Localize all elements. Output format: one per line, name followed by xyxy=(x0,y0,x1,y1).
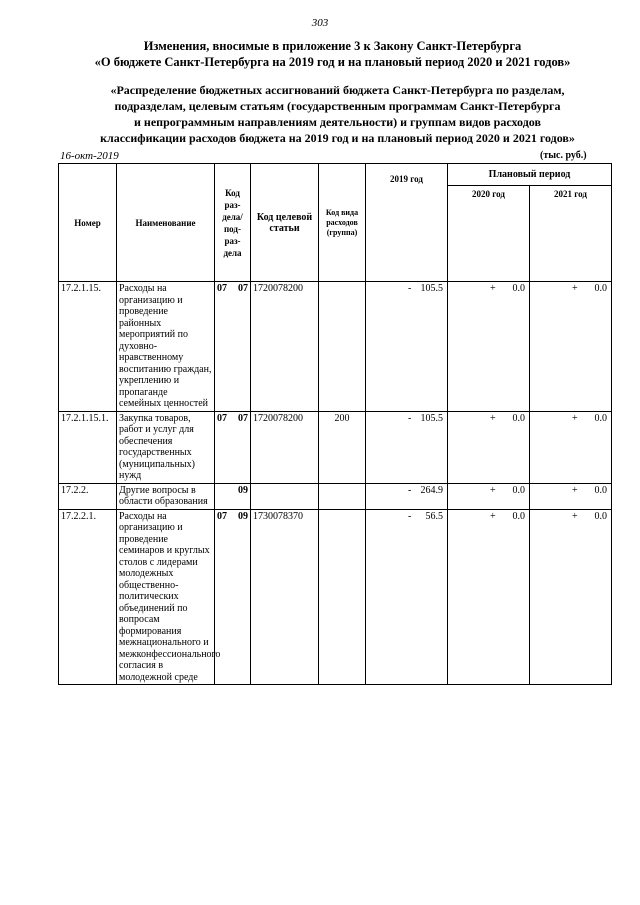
units-label: (тыс. руб.) xyxy=(540,150,587,161)
page-number: 303 xyxy=(311,17,329,29)
row-2019-value: 105.5 xyxy=(420,412,443,424)
row-number: 17.2.2.1. xyxy=(59,509,117,685)
row-target-code: 1720078200 xyxy=(251,411,319,483)
row-2021-sign: + xyxy=(572,283,578,294)
row-name: Закупка товаров, работ и услуг для обеспечения государственных (муниципальных) нужд xyxy=(117,411,215,483)
row-2020-value: 0.0 xyxy=(512,510,525,522)
row-2020-sign: + xyxy=(490,283,496,294)
header-planned-period: Плановый период xyxy=(448,164,612,186)
row-2021 xyxy=(530,483,612,509)
row-2020-value: 0.0 xyxy=(512,412,525,424)
document-date: 16-окт-2019 xyxy=(60,150,119,162)
table-row xyxy=(59,483,612,509)
subtitle-line-1: «Распределение бюджетных ассигнований бюджета Санкт-Петербурга по разделам, xyxy=(110,83,565,97)
row-target-code xyxy=(251,483,319,509)
subtitle-line-3: и непрограммным направлениям деятельности) и группам видов расходов xyxy=(134,115,541,129)
subtitle-line-4: классификации расходов бюджета на 2019 год и на плановый период 2020 и 2021 годов» xyxy=(100,131,575,145)
row-section: 07 xyxy=(215,411,232,483)
row-section: 07 xyxy=(215,509,232,685)
row-section xyxy=(215,483,232,509)
row-2020 xyxy=(448,509,530,685)
table-row xyxy=(59,509,612,685)
row-target-code: 1730078370 xyxy=(251,509,319,685)
row-2020-sign: + xyxy=(490,484,496,496)
row-number: 17.2.1.15.1. xyxy=(59,411,117,483)
header-expense-type: Код вида расходов (группа) xyxy=(319,164,366,282)
row-expense-type xyxy=(319,509,366,685)
row-subsection: 07 xyxy=(232,411,251,483)
row-2019 xyxy=(366,509,448,685)
row-2019 xyxy=(366,483,448,509)
table-subtitle xyxy=(50,82,625,146)
row-2019-sign: - xyxy=(408,510,412,522)
row-expense-type: 200 xyxy=(319,411,366,483)
row-target-code: 1720078200 xyxy=(251,282,319,412)
table-row xyxy=(59,282,612,412)
row-expense-type xyxy=(319,282,366,412)
row-number: 17.2.1.15. xyxy=(59,282,117,412)
header-name: Наименование xyxy=(117,164,215,282)
header-section-code: Код раз- дела/ под- раз- дела xyxy=(215,164,251,282)
row-2021 xyxy=(530,411,612,483)
row-2019 xyxy=(366,282,448,412)
row-2020-sign: + xyxy=(490,412,496,424)
row-2020-value: 0.0 xyxy=(512,484,525,496)
row-subsection: 09 xyxy=(232,483,251,509)
row-2021-value: 0.0 xyxy=(594,283,608,294)
header-target-code: Код целевой статьи xyxy=(251,164,319,282)
row-2019-value: 105.5 xyxy=(420,283,443,294)
row-2020 xyxy=(448,483,530,509)
row-2020 xyxy=(448,411,530,483)
header-2019: 2019 год xyxy=(366,164,448,282)
row-2020 xyxy=(448,282,530,412)
row-2021-value: 0.0 xyxy=(594,484,608,496)
row-2021-value: 0.0 xyxy=(594,510,608,522)
title-line-1: Изменения, вносимые в приложение 3 к Закону Санкт-Петербурга xyxy=(143,39,522,53)
row-subsection: 09 xyxy=(232,509,251,685)
row-2021-value: 0.0 xyxy=(594,412,608,424)
row-name: Расходы на организацию и проведение семинаров и круглых столов с лидерами молодежных общественно-политических объединений по вопросам формирования межнационального и межконфессионального согласия в молодежной среде xyxy=(117,509,215,685)
row-expense-type xyxy=(319,483,366,509)
row-2021-sign: + xyxy=(572,484,578,496)
budget-table xyxy=(58,163,612,685)
subtitle-line-2: подразделам, целевым статьям (государственным программам Санкт-Петербурга xyxy=(114,99,561,113)
header-2020: 2020 год xyxy=(448,186,530,282)
document-title xyxy=(40,38,625,70)
row-2019-sign: - xyxy=(408,412,412,424)
row-name: Расходы на организацию и проведение районных мероприятий по духовно-нравственному воспитанию граждан, укреплению и пропаганде семейных ценностей xyxy=(117,282,215,412)
row-2019-sign: - xyxy=(408,283,412,294)
row-2019-value: 56.5 xyxy=(425,510,443,522)
row-section: 07 xyxy=(215,282,232,412)
row-2020-sign: + xyxy=(490,510,496,522)
row-2019-value: 264.9 xyxy=(420,484,443,496)
table-row xyxy=(59,411,612,483)
header-2021: 2021 год xyxy=(530,186,612,282)
header-number: Номер xyxy=(59,164,117,282)
title-line-2: «О бюджете Санкт-Петербурга на 2019 год и на плановый период 2020 и 2021 годов» xyxy=(94,55,571,69)
row-number: 17.2.2. xyxy=(59,483,117,509)
row-subsection: 07 xyxy=(232,282,251,412)
row-2021 xyxy=(530,509,612,685)
row-name: Другие вопросы в области образования xyxy=(117,483,215,509)
row-2019-sign: - xyxy=(408,484,412,496)
row-2021-sign: + xyxy=(572,510,578,522)
row-2021 xyxy=(530,282,612,412)
row-2021-sign: + xyxy=(572,412,578,424)
row-2020-value: 0.0 xyxy=(512,283,525,294)
row-2019 xyxy=(366,411,448,483)
